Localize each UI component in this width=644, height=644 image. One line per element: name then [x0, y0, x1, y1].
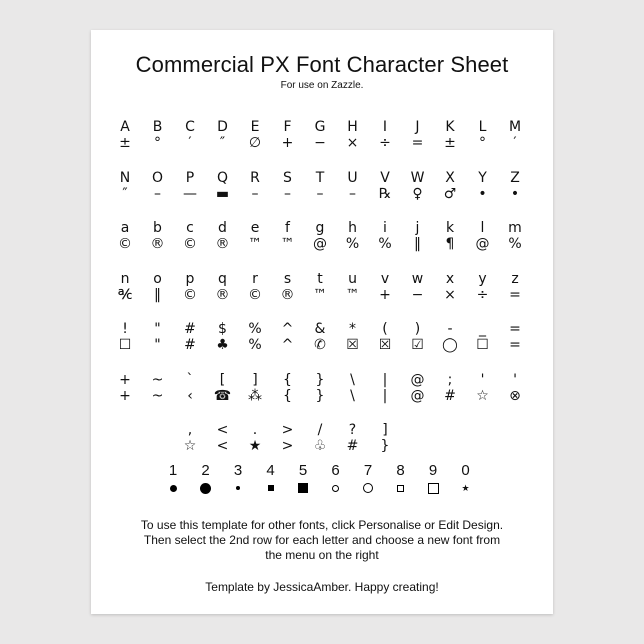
glyph-symbol: ‹ [187, 387, 193, 404]
glyph-key: x [445, 270, 455, 287]
glyph-cell [272, 423, 304, 455]
glyph-symbol: ◯ [442, 337, 458, 353]
glyph-key: ] [252, 371, 258, 388]
glyph-cell [337, 373, 369, 405]
number-label: 2 [201, 462, 210, 479]
glyph-key: R [250, 169, 260, 186]
glyph-cell [434, 120, 466, 152]
number-label: 3 [233, 462, 243, 479]
glyph-cell [109, 322, 141, 354]
glyph-symbol: − [411, 286, 424, 303]
glyph-symbol: % [508, 236, 522, 252]
glyph-cell [207, 272, 239, 304]
glyph-key: Z [510, 169, 520, 186]
glyph-cell [434, 221, 466, 253]
glyph-symbol: ′ [188, 135, 192, 151]
instructions [91, 518, 553, 563]
glyph-cell [142, 120, 174, 152]
glyph-key: V [380, 169, 390, 186]
glyph-symbol: ™ [345, 286, 360, 303]
open-square-icon [397, 485, 404, 492]
glyph-symbol: • [478, 185, 487, 202]
glyph-key: ~ [151, 371, 164, 388]
glyph-cell [499, 322, 531, 354]
glyph-cell [174, 120, 206, 152]
glyph-symbol: ▬ [215, 185, 230, 202]
glyph-symbol: ☎ [213, 387, 232, 404]
instruction-line: the menu on the right [265, 548, 379, 562]
glyph-key: % [248, 321, 262, 337]
glyph-key: } [315, 371, 325, 388]
glyph-symbol: ‖ [154, 286, 161, 303]
glyph-symbol: – [316, 185, 324, 202]
glyph-cell [402, 373, 434, 405]
number-label: 6 [331, 462, 340, 479]
glyph-symbol: ® [280, 286, 295, 303]
glyph-key: m [508, 220, 522, 236]
glyph-key: W [410, 169, 425, 186]
glyph-key: f [285, 220, 290, 236]
glyph-symbol: = [509, 337, 521, 353]
glyph-key: ' [480, 371, 485, 388]
glyph-cell [207, 120, 239, 152]
filled-circle-icon [236, 486, 240, 490]
glyph-key: | [382, 371, 388, 388]
glyph-symbol: — [183, 185, 197, 202]
glyph-key: M [508, 119, 522, 135]
glyph-key: y [478, 270, 487, 287]
glyph-cell [402, 221, 434, 253]
glyph-cell [142, 171, 174, 203]
filled-circle-icon [170, 485, 177, 492]
glyph-key: t [317, 270, 323, 287]
glyph-cell [434, 373, 466, 405]
glyph-cell [142, 322, 174, 354]
glyph-cell [337, 171, 369, 203]
glyph-symbol: } [380, 438, 390, 454]
glyph-symbol: ♧ [313, 438, 327, 454]
glyph-cell [369, 221, 401, 253]
glyph-key: [ [219, 371, 226, 388]
glyph-cell [272, 373, 304, 405]
glyph-symbol: ℞ [378, 185, 392, 202]
glyph-key: q [218, 270, 227, 287]
glyph-cell [499, 171, 531, 203]
glyph-symbol: ⁂ [248, 387, 262, 404]
glyph-key: , [187, 422, 193, 438]
glyph-key: g [315, 220, 325, 236]
glyph-symbol: ℀ [117, 286, 133, 303]
glyph-cell [369, 120, 401, 152]
glyph-key: < [216, 422, 229, 438]
glyph-symbol: ™ [280, 236, 295, 252]
glyph-symbol: • [510, 185, 520, 202]
glyph-key: # [184, 321, 196, 337]
glyph-key: S [283, 169, 292, 186]
credit-line: Template by JessicaAmber. Happy creating! [205, 580, 439, 594]
glyph-key: = [509, 321, 521, 337]
glyph-cell [272, 171, 304, 203]
glyph-cell [337, 120, 369, 152]
glyph-key: / [317, 422, 323, 438]
glyph-symbol: © [248, 286, 262, 303]
glyph-key: . [252, 422, 258, 438]
glyph-cell [304, 171, 336, 203]
glyph-key: J [415, 119, 420, 135]
glyph-key: G [314, 119, 326, 135]
glyph-cell [369, 171, 401, 203]
glyph-symbol: + [119, 387, 131, 404]
glyph-symbol: ± [444, 135, 456, 151]
open-circle-icon [332, 485, 339, 492]
glyph-cell [174, 171, 206, 203]
glyph-key: - [447, 321, 453, 337]
star-icon: ★ [461, 482, 470, 493]
glyph-key: ' [513, 371, 517, 388]
glyph-key: w [411, 270, 424, 287]
glyph-cell [499, 373, 531, 405]
glyph-cell [434, 171, 466, 203]
glyph-key: ) [414, 321, 421, 337]
glyph-cell [174, 373, 206, 405]
glyph-key: > [281, 422, 294, 438]
glyph-symbol: ^ [281, 337, 294, 353]
glyph-key: o [153, 270, 162, 287]
glyph-symbol: ☐ [118, 337, 132, 353]
glyph-cell [304, 373, 336, 405]
glyph-cell [207, 423, 239, 455]
filled-square-icon [298, 483, 308, 493]
glyph-key: _ [479, 321, 486, 337]
glyph-symbol: % [345, 236, 360, 252]
glyph-symbol: ☒ [378, 337, 392, 353]
glyph-symbol: − [314, 135, 326, 151]
glyph-cell [402, 272, 434, 304]
glyph-cell [369, 373, 401, 405]
glyph-symbol: ± [119, 135, 131, 151]
glyph-symbol: – [251, 185, 259, 202]
glyph-cell [207, 373, 239, 405]
glyph-cell [304, 221, 336, 253]
glyph-cell [434, 322, 466, 354]
glyph-symbol: ÷ [379, 135, 391, 151]
glyph-key: @ [410, 371, 425, 388]
glyph-cell [239, 373, 271, 405]
glyph-symbol: – [154, 185, 161, 202]
glyph-cell [467, 373, 499, 405]
glyph-cell [109, 373, 141, 405]
glyph-key: u [348, 270, 357, 287]
glyph-key: U [347, 169, 358, 186]
glyph-key: E [250, 119, 260, 135]
glyph-key: s [283, 270, 292, 287]
number-label: 9 [428, 462, 438, 479]
glyph-cell [369, 423, 401, 455]
number-label: 1 [168, 462, 178, 479]
open-square-icon [428, 483, 439, 494]
glyph-cell [499, 272, 531, 304]
glyph-cell [109, 120, 141, 152]
glyph-key: ` [186, 371, 194, 388]
glyph-key: B [152, 119, 163, 135]
glyph-symbol: = [509, 286, 521, 303]
glyph-key: ^ [281, 321, 294, 337]
glyph-key: ] [382, 422, 388, 438]
glyph-symbol: ☑ [411, 337, 424, 353]
glyph-symbol: ♂ [443, 185, 457, 202]
glyph-cell [174, 423, 206, 455]
glyph-cell [142, 373, 174, 405]
character-sheet-poster [91, 30, 553, 614]
glyph-cell [467, 120, 499, 152]
glyph-symbol: ÷ [476, 286, 489, 303]
glyph-symbol: " [154, 337, 161, 353]
glyph-key: $ [218, 321, 227, 337]
glyph-key: N [119, 169, 131, 186]
glyph-cell [142, 272, 174, 304]
glyph-key: k [445, 220, 455, 236]
glyph-cell [304, 120, 336, 152]
glyph-symbol: | [382, 387, 388, 404]
glyph-symbol: # [444, 387, 456, 404]
glyph-cell [207, 221, 239, 253]
glyph-key: j [415, 220, 420, 236]
glyph-cell [402, 120, 434, 152]
glyph-cell [337, 272, 369, 304]
glyph-cell [239, 120, 271, 152]
glyph-cell [174, 272, 206, 304]
glyph-key: O [151, 169, 164, 186]
glyph-cell [109, 171, 141, 203]
glyph-key: l [480, 220, 485, 236]
glyph-key: z [511, 270, 519, 287]
number-label: 0 [461, 462, 470, 479]
glyph-cell [467, 322, 499, 354]
glyph-key: " [154, 321, 161, 337]
glyph-cell [304, 322, 336, 354]
glyph-cell [337, 322, 369, 354]
glyph-symbol: ¶ [445, 236, 455, 252]
glyph-symbol: > [281, 438, 294, 454]
glyph-symbol: ™ [313, 286, 327, 303]
glyph-symbol: % [248, 337, 262, 353]
glyph-symbol: ☒ [346, 337, 359, 353]
glyph-key: P [185, 169, 195, 186]
glyph-cell [304, 272, 336, 304]
instruction-line: To use this template for other fonts, click Personalise or Edit Design. [140, 518, 504, 532]
glyph-symbol: @ [410, 387, 425, 404]
glyph-key: + [119, 371, 131, 388]
glyph-cell [239, 221, 271, 253]
glyph-key: Y [478, 169, 487, 186]
glyph-key: X [445, 169, 455, 186]
glyph-key: i [383, 220, 387, 236]
glyph-symbol: © [183, 236, 197, 252]
glyph-symbol: × [346, 135, 359, 151]
glyph-symbol: \ [350, 387, 355, 404]
glyph-symbol: ″ [122, 185, 128, 202]
glyph-symbol: ′ [513, 135, 517, 151]
number-label: 4 [266, 462, 275, 479]
glyph-symbol: ☆ [183, 438, 197, 454]
glyph-key: Q [216, 169, 229, 186]
glyph-cell [207, 322, 239, 354]
glyph-key: A [120, 119, 130, 135]
glyph-cell [467, 272, 499, 304]
glyph-key: F [283, 119, 292, 135]
number-label: 8 [396, 462, 405, 479]
glyph-cell [272, 322, 304, 354]
glyph-key: h [348, 220, 357, 236]
glyph-key: T [315, 169, 325, 186]
glyph-symbol: © [183, 286, 197, 303]
glyph-cell [369, 272, 401, 304]
glyph-symbol: – [349, 185, 356, 202]
glyph-key: K [445, 119, 455, 135]
glyph-symbol: × [444, 286, 456, 303]
glyph-cell [272, 272, 304, 304]
glyph-symbol: ☐ [476, 337, 489, 353]
glyph-symbol: ★ [248, 438, 262, 454]
glyph-symbol: @ [475, 236, 490, 252]
glyph-cell [239, 171, 271, 203]
instruction-line: Then select the 2nd row for each letter and choose a new font from [143, 533, 501, 547]
glyph-key: L [478, 119, 487, 135]
glyph-key: d [218, 220, 227, 236]
glyph-key: C [185, 119, 195, 135]
glyph-cell [239, 322, 271, 354]
glyph-symbol: ~ [151, 387, 164, 404]
glyph-symbol: – [284, 185, 291, 202]
glyph-symbol: ® [215, 236, 230, 252]
open-circle-icon [363, 483, 373, 493]
glyph-cell [272, 120, 304, 152]
glyph-key: ; [447, 371, 453, 388]
glyph-key: a [120, 220, 130, 236]
glyph-cell [434, 272, 466, 304]
glyph-symbol: ☆ [476, 387, 489, 404]
glyph-key: * [349, 321, 356, 337]
glyph-key: p [185, 270, 195, 287]
glyph-key: { [283, 371, 292, 388]
glyph-symbol: # [184, 337, 196, 353]
glyph-symbol: ✆ [314, 337, 326, 353]
number-label: 5 [298, 462, 308, 479]
glyph-cell [272, 221, 304, 253]
glyph-cell [304, 423, 336, 455]
glyph-key: ( [382, 321, 388, 337]
glyph-cell [239, 272, 271, 304]
glyph-cell [174, 322, 206, 354]
glyph-symbol: ″ [219, 135, 226, 151]
glyph-key: & [314, 321, 326, 337]
glyph-key: ? [348, 422, 357, 438]
glyph-key: b [153, 220, 162, 236]
glyph-symbol: @ [313, 236, 327, 252]
glyph-cell [142, 221, 174, 253]
glyph-cell [467, 221, 499, 253]
sheet-title: Commercial PX Font Character Sheet [135, 52, 509, 77]
sheet-subtitle: For use on Zazzle. [280, 80, 364, 91]
glyph-symbol: = [411, 135, 424, 151]
number-row [91, 462, 553, 502]
number-label: 7 [363, 462, 373, 479]
glyph-symbol: < [216, 438, 229, 454]
glyph-cell [239, 423, 271, 455]
glyph-symbol: ™ [248, 236, 262, 252]
glyph-symbol: ® [215, 286, 230, 303]
glyph-symbol: ® [150, 236, 165, 252]
glyph-symbol: ‖ [414, 236, 421, 252]
glyph-key: \ [350, 371, 355, 388]
glyph-symbol: ♣ [216, 337, 229, 353]
glyph-key: c [186, 220, 194, 236]
glyph-key: H [347, 119, 358, 135]
glyph-cell [402, 322, 434, 354]
glyph-symbol: + [379, 286, 391, 303]
glyph-cell [467, 171, 499, 203]
filled-circle-icon [200, 483, 211, 494]
glyph-key: D [217, 119, 228, 135]
glyph-key: v [380, 270, 390, 287]
filled-square-icon [268, 485, 274, 491]
glyph-key: I [382, 119, 388, 135]
glyph-cell [109, 221, 141, 253]
glyph-key: n [120, 270, 130, 287]
glyph-symbol: ♀ [412, 185, 423, 202]
glyph-symbol: ° [154, 135, 161, 151]
glyph-cell [369, 322, 401, 354]
glyph-symbol: © [118, 236, 132, 252]
glyph-symbol: ⊗ [509, 387, 521, 404]
glyph-cell [499, 120, 531, 152]
glyph-symbol: } [315, 387, 325, 404]
glyph-symbol: % [378, 236, 392, 252]
glyph-cell [207, 171, 239, 203]
glyph-cell [402, 171, 434, 203]
glyph-key: e [250, 220, 260, 236]
glyph-symbol: { [283, 387, 292, 404]
glyph-key: r [252, 270, 258, 287]
glyph-symbol: # [346, 438, 359, 454]
glyph-symbol: ∅ [248, 135, 262, 151]
glyph-cell [337, 221, 369, 253]
glyph-cell [337, 423, 369, 455]
glyph-cell [174, 221, 206, 253]
glyph-key: ! [122, 321, 128, 337]
glyph-symbol: ° [479, 135, 486, 151]
glyph-cell [499, 221, 531, 253]
glyph-cell [109, 272, 141, 304]
glyph-symbol: + [281, 135, 294, 151]
